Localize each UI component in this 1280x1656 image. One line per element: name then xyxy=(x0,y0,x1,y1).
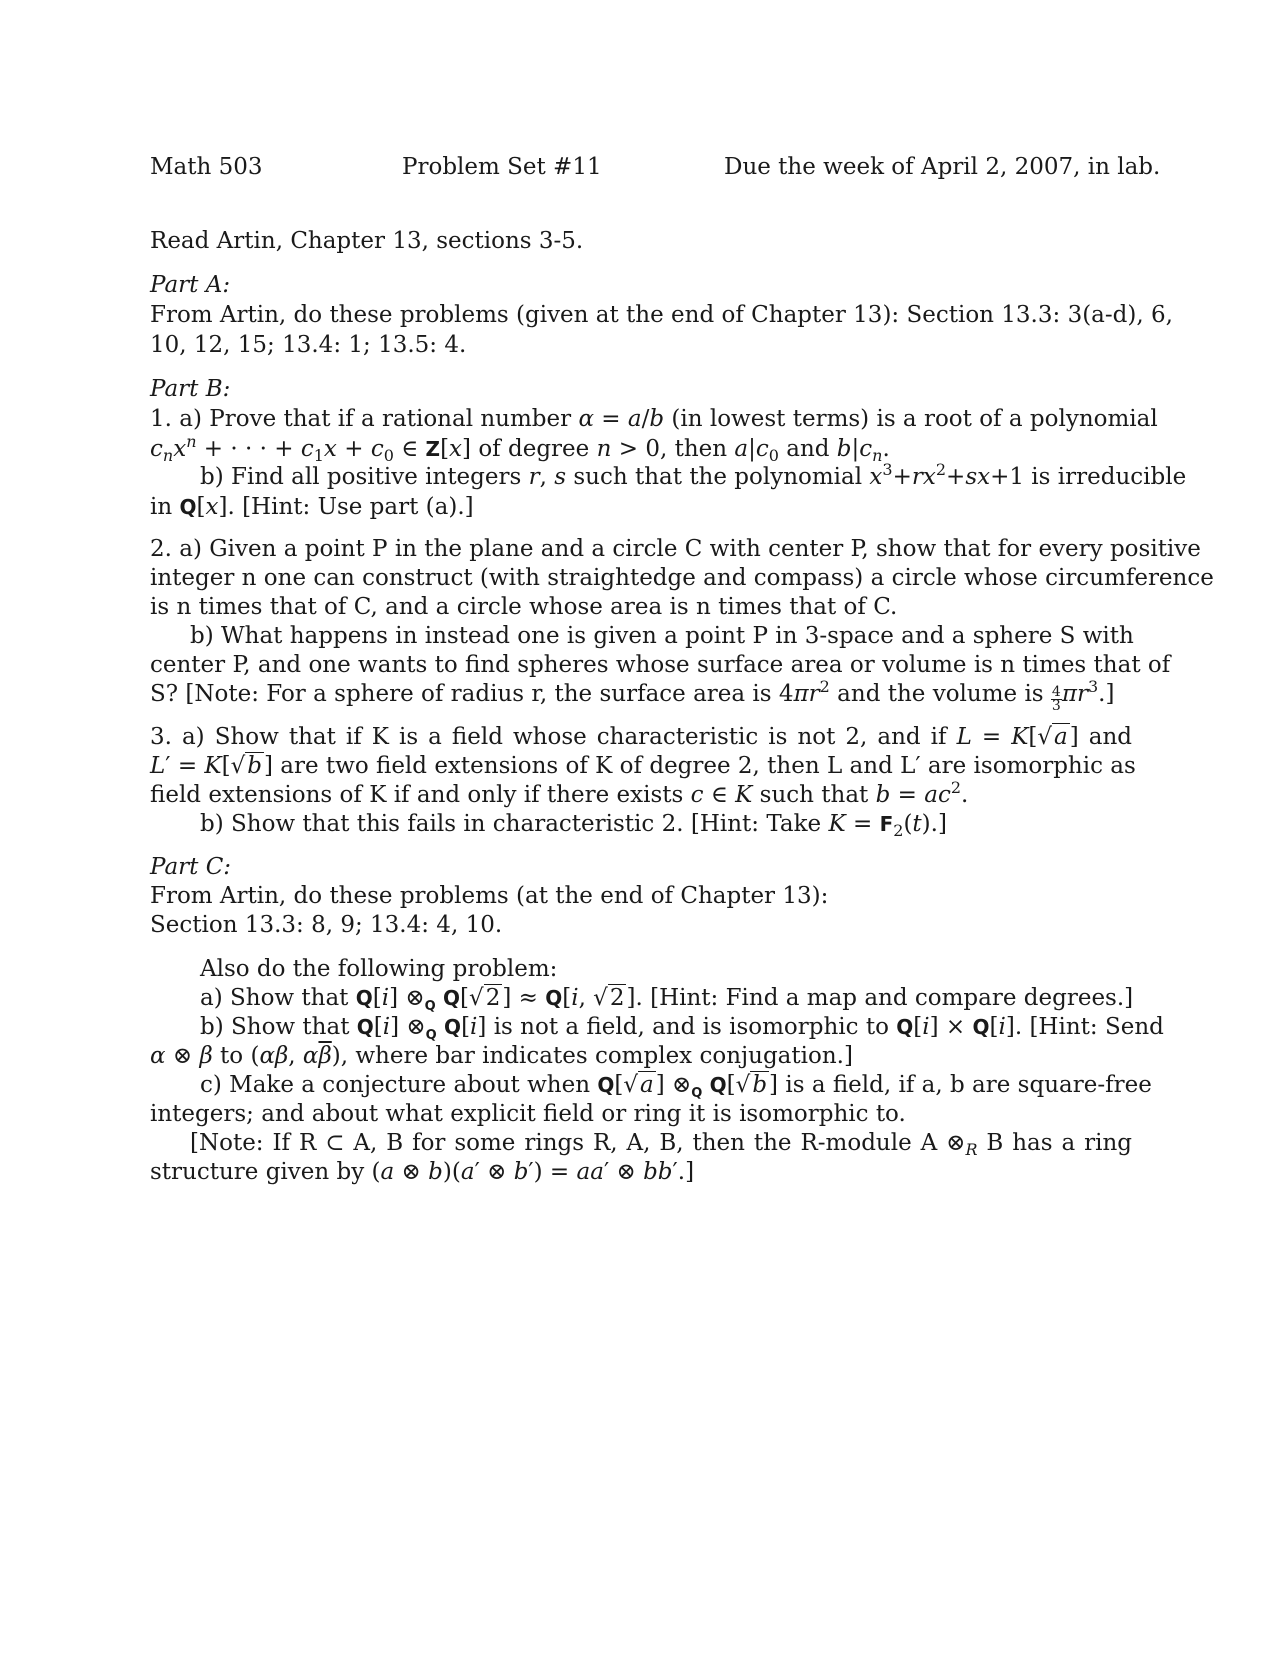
problem-2a-line-3: is n times that of C, and a circle whose area is n times that of C. xyxy=(150,594,898,620)
extra-problem-intro: Also do the following problem: xyxy=(200,956,558,982)
part-a-line-1: From Artin, do these problems (given at the end of Chapter 13): Section 13.3: 3(a-d), 6, xyxy=(150,302,1173,328)
course-title: Math 503 xyxy=(150,154,263,180)
problem-1b-line-2: in Q[x]. [Hint: Use part (a).] xyxy=(150,494,474,520)
problem-2a-line-2: integer n one can construct (with straightedge and compass) a circle whose circumference xyxy=(150,565,1214,591)
problem-2b-line-2: center P, and one wants to find spheres whose surface area or volume is n times that of xyxy=(150,652,1171,678)
extra-problem-c-line-1: c) Make a conjecture about when Q[√a] $\otimes_Q$ Q[√b] is a field, if a, b are square-free xyxy=(200,1072,1152,1101)
problem-set-title: Problem Set #11 xyxy=(402,154,602,180)
problem-3b-line: b) Show that this fails in characteristic 2. [Hint: Take $K = F_2(t)$.] xyxy=(200,811,947,840)
extra-problem-c-line-2: integers; and about what explicit field or ring it is isomorphic to. xyxy=(150,1101,906,1127)
part-c-line-1: From Artin, do these problems (at the end of Chapter 13): xyxy=(150,883,829,909)
problem-2a-line-1: 2. a) Given a point P in the plane and a circle C with center P, show that for every positive xyxy=(150,536,1201,562)
part-c-heading: Part C: xyxy=(150,854,232,880)
problem-1a-line-1: 1. a) Prove that if a rational number α = a/b (in lowest terms) is a root of a polynomial xyxy=(150,406,1158,432)
ring-note-line-1: [Note: If R ⊂ A, B for some rings R, A, B, then the R-module A $\otimes_R$ B has a ring xyxy=(190,1130,1132,1159)
reading-assignment: Read Artin, Chapter 13, sections 3-5. xyxy=(150,228,584,254)
problem-3a-line-1: 3. a) Show that if K is a field whose characteristic is not 2, and if L = K[√a] and xyxy=(150,724,1132,750)
part-c-line-2: Section 13.3: 8, 9; 13.4: 4, 10. xyxy=(150,912,503,938)
part-a-heading: Part A: xyxy=(150,272,231,298)
part-a-line-2: 10, 12, 15; 13.4: 1; 13.5: 4. xyxy=(150,332,467,358)
problem-1a-line-2: $c_nx^n$ + · · · + $c_1x + c_0$ ∈ Z[x] of degree n > 0, then $a|c_0$ and $b|c_n$. xyxy=(150,432,890,465)
problem-3a-line-3: field extensions of K if and only if there exists c ∈ K such that $b = ac^2$. xyxy=(150,778,969,808)
problem-1b-line-1: b) Find all positive integers r, s such that the polynomial $x^3+rx^2+sx+1$ is irreducible xyxy=(200,460,1187,490)
extra-problem-b-line-1: b) Show that Q[i] $\otimes_Q$ Q[i] is not a field, and is isomorphic to Q[i] × Q[i]. [Hint: Send xyxy=(200,1014,1164,1043)
problem-2b-line-1: b) What happens in instead one is given a point P in 3-space and a sphere S with xyxy=(190,623,1134,649)
due-date: Due the week of April 2, 2007, in lab. xyxy=(724,154,1161,180)
extra-problem-b-line-2: α ⊗ β to (αβ, $\alpha\overline{\beta}$), where bar indicates complex conjugation.] xyxy=(150,1043,853,1069)
problem-3a-line-2: L′ = K[√b] are two field extensions of K of degree 2, then L and L′ are isomorphic as xyxy=(150,753,1136,779)
part-b-heading: Part B: xyxy=(150,376,231,402)
ring-note-line-2: structure given by (a ⊗ b)(a′ ⊗ b′) = aa′ ⊗ bb′.] xyxy=(150,1159,695,1185)
problem-2b-line-3: S? [Note: For a sphere of radius r, the surface area is $4\pi r^2$ and the volume is $\frac{4}{3}$ $\pi r^3$.] xyxy=(150,677,1115,714)
extra-problem-a: a) Show that Q[i] $\otimes_Q$ Q[√2] ≈ Q[i, √2]. [Hint: Find a map and compare degrees.] xyxy=(200,985,1134,1014)
